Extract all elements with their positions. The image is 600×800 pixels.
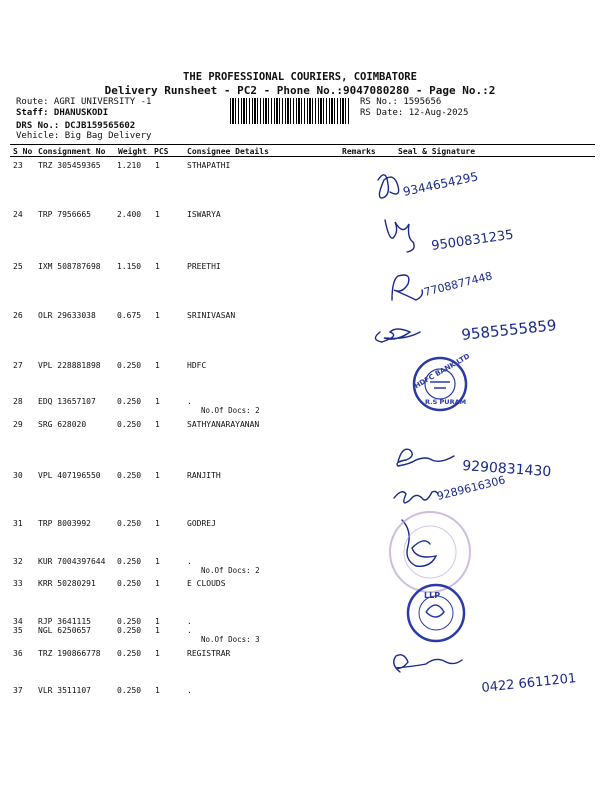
row-sno: 34: [13, 617, 23, 626]
docs-note: No.Of Docs: 2: [201, 566, 260, 575]
row-consignee: .: [187, 557, 192, 566]
row-consignment: TRP 7956665: [38, 210, 91, 219]
row-sno: 27: [13, 361, 23, 370]
staff-label: Staff: DHANUSKODI: [16, 108, 109, 118]
row-consignee: .: [187, 626, 192, 635]
row-weight: 0.250: [117, 397, 142, 406]
row-consignee: SRINIVASAN: [187, 311, 236, 320]
row-weight: 0.250: [117, 471, 142, 480]
row-consignment: TRZ 305459365: [38, 161, 101, 170]
llp-stamp-text: LLP: [424, 591, 441, 600]
faint-stamp: [390, 512, 470, 592]
row-consignment: VLR 3511107: [38, 686, 91, 695]
row-weight: 1.210: [117, 161, 142, 170]
vehicle-label: Vehicle: Big Bag Delivery: [16, 131, 152, 141]
hdfc-stamp-subtext: R.S PURAM: [425, 398, 467, 406]
rs-number: RS No.: 1595656: [360, 97, 442, 107]
row-consignment: IXM 508787698: [38, 262, 101, 271]
row-sno: 23: [13, 161, 23, 170]
signature-30: [394, 491, 438, 503]
signature-31: [402, 520, 436, 566]
row-pcs: 1: [155, 420, 160, 429]
col-consignee: Consignee Details: [187, 147, 269, 156]
col-seal: Seal & Signature: [398, 147, 476, 156]
row-consignee: .: [187, 617, 192, 626]
row-pcs: 1: [155, 579, 160, 588]
row-consignment: EDQ 13657107: [38, 397, 96, 406]
signature-24: [385, 220, 414, 252]
row-weight: 0.250: [117, 361, 142, 370]
row-pcs: 1: [155, 311, 160, 320]
row-sno: 33: [13, 579, 23, 588]
col-sno: S No: [13, 147, 33, 156]
row-weight: 0.250: [117, 420, 142, 429]
col-consignment: Consignment No: [38, 147, 106, 156]
row-weight: 0.250: [117, 686, 142, 695]
row-sno: 35: [13, 626, 23, 635]
row-consignment: SRG 628020: [38, 420, 87, 429]
row-sno: 37: [13, 686, 23, 695]
route-label: Route: AGRI UNIVERSITY -1: [16, 97, 152, 107]
signature-23: [378, 175, 399, 198]
row-weight: 0.250: [117, 557, 142, 566]
row-sno: 29: [13, 420, 23, 429]
row-sno: 32: [13, 557, 23, 566]
row-sno: 30: [13, 471, 23, 480]
row-consignee: .: [187, 397, 192, 406]
runsheet-title: Delivery Runsheet - PC2 - Phone No.:9047080280 - Page No.:2: [104, 84, 496, 97]
row-consignment: OLR 29633038: [38, 311, 96, 320]
row-consignment: TRZ 190866778: [38, 649, 101, 658]
row-sno: 25: [13, 262, 23, 271]
docs-note: No.Of Docs: 2: [201, 406, 260, 415]
phone-30: 9289616306: [435, 473, 507, 503]
row-pcs: 1: [155, 262, 160, 271]
hdfc-stamp-text: HDFC BANK LTD: [413, 352, 472, 391]
row-consignee: .: [187, 686, 192, 695]
row-consignment: TRP 8003992: [38, 519, 91, 528]
row-weight: 0.250: [117, 626, 142, 635]
row-weight: 0.250: [117, 579, 142, 588]
row-consignee: PREETHI: [187, 262, 221, 271]
row-consignment: KUR 7004397644: [38, 557, 106, 566]
row-sno: 28: [13, 397, 23, 406]
row-consignee: ISWARYA: [187, 210, 221, 219]
row-pcs: 1: [155, 161, 160, 170]
phone-24: 9500831235: [430, 227, 515, 254]
phone-29: 9290831430: [461, 458, 552, 481]
row-sno: 24: [13, 210, 23, 219]
row-pcs: 1: [155, 557, 160, 566]
company-title: THE PROFESSIONAL COURIERS, COIMBATORE: [183, 71, 417, 83]
phone-23: 9344654295: [401, 169, 480, 199]
drs-number: DRS No.: DCJB159565602: [16, 121, 136, 131]
phone-36: 0422 6611201: [480, 671, 578, 696]
signature-36: [394, 655, 462, 672]
rs-date: RS Date: 12-Aug-2025: [360, 108, 469, 118]
row-pcs: 1: [155, 471, 160, 480]
row-consignee: RANJITH: [187, 471, 221, 480]
row-pcs: 1: [155, 519, 160, 528]
row-consignee: STHAPATHI: [187, 161, 231, 170]
row-sno: 26: [13, 311, 23, 320]
phone-26: 9585555859: [460, 316, 558, 344]
row-sno: 31: [13, 519, 23, 528]
docs-note: No.Of Docs: 3: [201, 635, 260, 644]
signature-25: [392, 275, 422, 300]
row-consignee: E CLOUDS: [187, 579, 226, 588]
row-sno: 36: [13, 649, 23, 658]
row-consignment: KRR 50280291: [38, 579, 96, 588]
row-weight: 2.400: [117, 210, 142, 219]
row-weight: 1.150: [117, 262, 142, 271]
row-pcs: 1: [155, 617, 160, 626]
row-consignee: SATHYANARAYANAN: [187, 420, 260, 429]
row-consignee: REGISTRAR: [187, 649, 231, 658]
row-consignment: VPL 407196550: [38, 471, 101, 480]
row-pcs: 1: [155, 210, 160, 219]
row-weight: 0.250: [117, 617, 142, 626]
row-weight: 0.675: [117, 311, 142, 320]
signature-26: [375, 329, 420, 342]
row-pcs: 1: [155, 626, 160, 635]
row-consignment: VPL 228881898: [38, 361, 101, 370]
row-pcs: 1: [155, 649, 160, 658]
row-pcs: 1: [155, 686, 160, 695]
signature-29: [397, 449, 454, 466]
row-pcs: 1: [155, 361, 160, 370]
row-pcs: 1: [155, 397, 160, 406]
row-weight: 0.250: [117, 649, 142, 658]
col-remarks: Remarks: [342, 147, 376, 156]
row-consignee: GODREJ: [187, 519, 216, 528]
col-weight: Weight: [118, 147, 147, 156]
phone-25: 7708877448: [422, 269, 494, 299]
row-weight: 0.250: [117, 519, 142, 528]
col-pcs: PCS: [154, 147, 169, 156]
row-consignment: NGL 6250657: [38, 626, 91, 635]
row-consignee: HDFC: [187, 361, 207, 370]
row-consignment: RJP 3641115: [38, 617, 91, 626]
